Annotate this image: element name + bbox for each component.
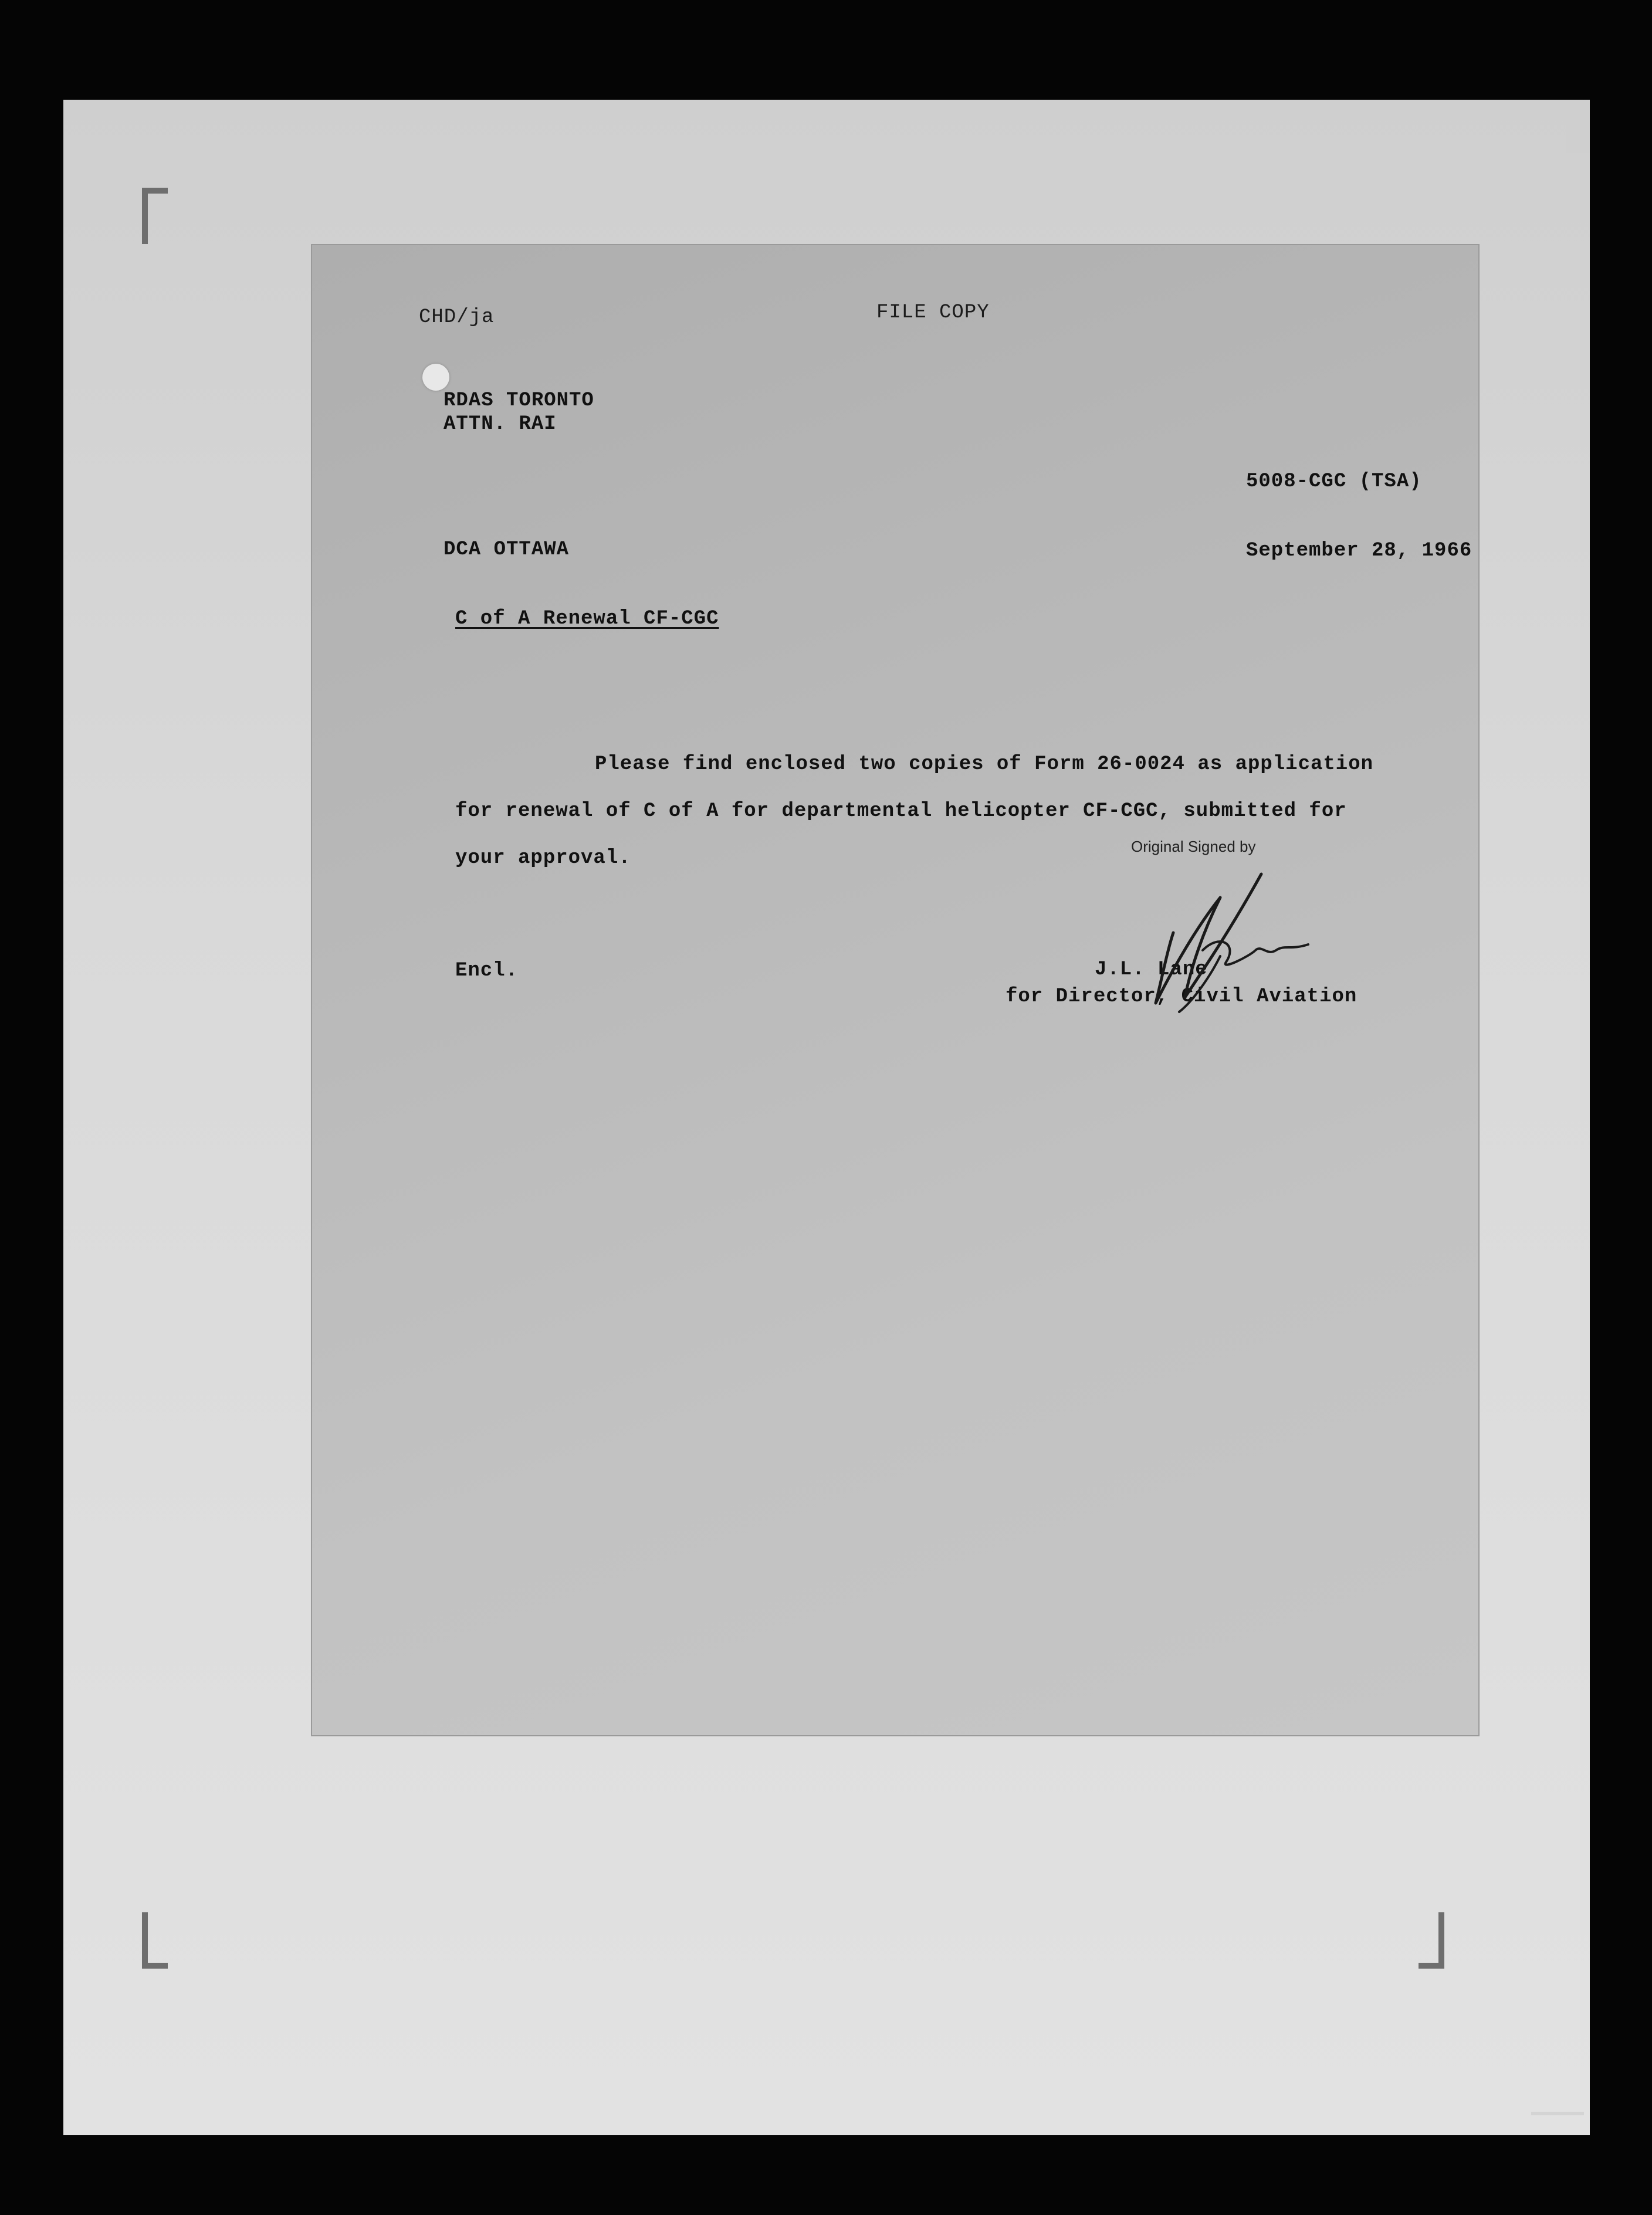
subject-line: C of A Renewal CF-CGC [455, 608, 719, 630]
initials: CHD/ja [419, 306, 495, 328]
body-line-2: for renewal of C of A for departmental helicopter CF-CGC, submitted for [455, 800, 1347, 822]
crop-mark-bottom-right [1419, 1912, 1444, 1969]
handwritten-signature [1132, 862, 1326, 1021]
enclosure-note: Encl. [455, 960, 519, 982]
crop-mark-top-left [142, 188, 168, 244]
body-line-3: your approval. [455, 847, 631, 869]
letter-date: September 28, 1966 [1246, 540, 1472, 562]
mount-corner-fold [1566, 100, 1590, 153]
reference-number: 5008-CGC (TSA) [1246, 470, 1422, 493]
addressee-line-1: RDAS TORONTO [444, 390, 594, 412]
punch-hole [422, 364, 449, 391]
sender: DCA OTTAWA [444, 538, 570, 561]
file-copy-label: FILE COPY [876, 302, 990, 324]
signatory-name: J.L. Lane [1095, 959, 1208, 981]
body-line-1: Please find enclosed two copies of Form 26-0024 as application [595, 753, 1374, 775]
addressee-line-2: ATTN. RAI [444, 413, 557, 435]
original-signed-stamp: Original Signed by [1131, 838, 1256, 855]
crop-mark-bottom-left [142, 1912, 168, 1969]
edge-mark [1531, 2112, 1584, 2115]
signatory-title: for Director, Civil Aviation [1006, 985, 1358, 1008]
